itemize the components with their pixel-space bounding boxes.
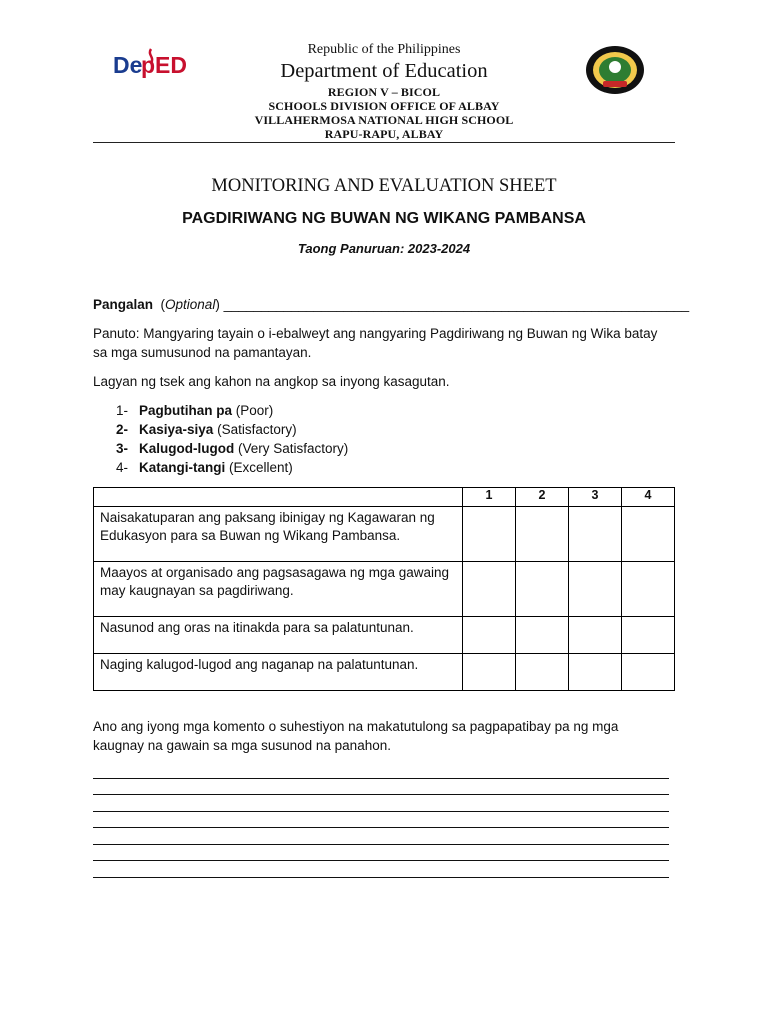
criterion-text: Nasunod ang oras na itinakda para sa palatuntunan. xyxy=(94,617,463,654)
rating-checkbox[interactable] xyxy=(569,507,622,562)
svg-text:De: De xyxy=(113,52,143,78)
svg-text:ED: ED xyxy=(155,52,187,78)
rating-checkbox[interactable] xyxy=(622,562,675,617)
header-divider xyxy=(93,142,675,143)
comment-line[interactable] xyxy=(93,827,669,828)
criterion-text: Naisakatuparan ang paksang ibinigay ng Kagawaran ng Edukasyon para sa Buwan ng Wikang Pambansa. xyxy=(94,507,463,562)
check-instruction: Lagyan ng tsek ang kahon na angkop sa inyong kasagutan. xyxy=(93,374,450,389)
school-year: Taong Panuruan: 2023-2024 xyxy=(297,241,471,256)
comment-line[interactable] xyxy=(93,794,669,795)
rating-checkbox[interactable] xyxy=(463,654,516,691)
rating-checkbox[interactable] xyxy=(622,617,675,654)
header-region: REGION V – BICOL xyxy=(327,85,441,99)
criterion-text: Naging kalugod-lugod ang naganap na palatuntunan. xyxy=(94,654,463,691)
comment-line[interactable] xyxy=(93,877,669,878)
scale-item: 2- Kasiya-siya (Satisfactory) xyxy=(116,422,297,437)
rating-checkbox[interactable] xyxy=(569,617,622,654)
comment-line[interactable] xyxy=(93,811,669,812)
evaluation-table xyxy=(93,487,675,691)
form-subtitle: PAGDIRIWANG NG BUWAN NG WIKANG PAMBANSA xyxy=(182,210,586,227)
rating-header-2: 2 xyxy=(516,488,569,507)
rating-checkbox[interactable] xyxy=(622,507,675,562)
criterion-text: Maayos at organisado ang pagsasagawa ng mga gawaing may kaugnayan sa pagdiriwang. xyxy=(94,562,463,617)
rating-header-4: 4 xyxy=(622,488,675,507)
table-header-row xyxy=(94,488,675,507)
form-title: MONITORING AND EVALUATION SHEET xyxy=(211,176,557,196)
comment-line[interactable] xyxy=(93,860,669,861)
rating-checkbox[interactable] xyxy=(622,654,675,691)
comment-line[interactable] xyxy=(93,844,669,845)
rating-checkbox[interactable] xyxy=(569,654,622,691)
header-department: Department of Education xyxy=(280,60,488,82)
name-label: Pangalan xyxy=(93,297,154,312)
rating-header-1: 1 xyxy=(463,488,516,507)
header-republic: Republic of the Philippines xyxy=(307,42,461,57)
rating-scale xyxy=(116,401,348,477)
name-field[interactable]: Pangalan (Optional) ______________________________________________________________ xyxy=(93,297,690,312)
table-row xyxy=(94,654,675,691)
rating-checkbox[interactable] xyxy=(463,562,516,617)
header-division: SCHOOLS DIVISION OFFICE OF ALBAY xyxy=(268,99,500,113)
name-optional: Optional xyxy=(165,297,216,312)
table-row xyxy=(94,617,675,654)
header-address: RAPU-RAPU, ALBAY xyxy=(324,127,444,141)
table-row xyxy=(94,562,675,617)
svg-text:p: p xyxy=(141,52,156,78)
criteria-header xyxy=(94,488,463,507)
instruction-text: Panuto: Mangyaring tayain o i-ebalweyt ang nangyaring Pagdiriwang ng Buwan ng Wika batay sa mga sumusunod na pamantayan. xyxy=(93,326,658,360)
rating-checkbox[interactable] xyxy=(463,507,516,562)
scale-item: 3- Kalugod-lugod (Very Satisfactory) xyxy=(116,441,349,456)
rating-checkbox[interactable] xyxy=(516,562,569,617)
rating-checkbox[interactable] xyxy=(516,507,569,562)
rating-checkbox[interactable] xyxy=(463,617,516,654)
name-blank[interactable]: ______________________________________________________________ xyxy=(223,297,690,312)
rating-checkbox[interactable] xyxy=(569,562,622,617)
rating-checkbox[interactable] xyxy=(516,654,569,691)
scale-item: 4- Katangi-tangi (Excellent) xyxy=(116,460,293,475)
rating-header-3: 3 xyxy=(569,488,622,507)
table-row xyxy=(94,507,675,562)
rating-checkbox[interactable] xyxy=(516,617,569,654)
header-school: VILLAHERMOSA NATIONAL HIGH SCHOOL xyxy=(254,113,514,127)
comment-question: Ano ang iyong mga komento o suhestiyon na makatutulong sa pagpapatibay pa ng mga kaugnay na gawain sa mga susunod na panahon. xyxy=(93,719,619,753)
scale-item: 1- Pagbutihan pa (Poor) xyxy=(116,403,274,418)
comment-line[interactable] xyxy=(93,778,669,779)
